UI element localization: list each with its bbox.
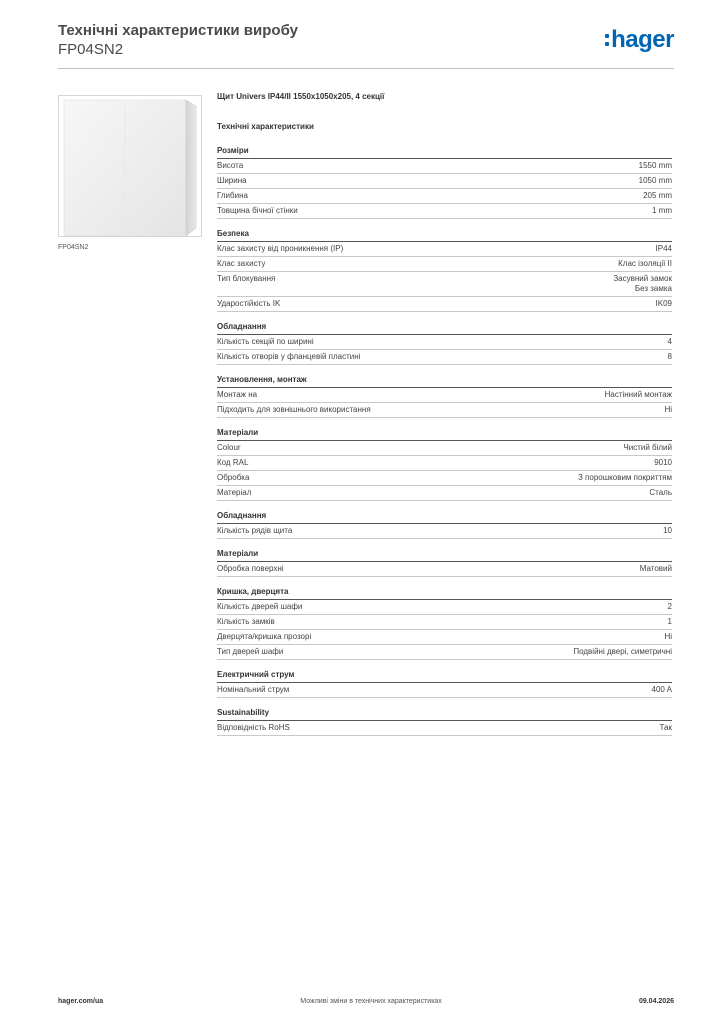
spec-row [217,615,672,630]
spec-row [217,403,672,418]
footer-website: hager.com/ua [58,998,104,1005]
cabinet-illustration-icon [59,96,201,236]
spec-row [217,600,672,615]
spec-value: 8 [667,352,672,361]
product-name: Щит Univers IP44/II 1550x1050x205, 4 секції [217,92,385,101]
section-title: Матеріали [217,547,672,562]
logo-dots-icon [605,32,609,48]
spec-row [217,257,672,272]
section-title: Обладнання [217,320,672,335]
spec-row [217,721,672,736]
spec-row [217,486,672,501]
spec-label: Ударостійкість IK [217,299,281,308]
spec-row [217,350,672,365]
spec-section [217,320,672,365]
spec-section [217,227,672,312]
product-image [58,95,202,237]
product-code: FP04SN2 [58,41,124,58]
spec-row [217,441,672,456]
spec-section [217,585,672,660]
page-footer [58,998,674,1005]
spec-label: Кількість замків [217,617,275,626]
spec-row [217,524,672,539]
image-caption: FP04SN2 [58,244,89,251]
spec-row [217,242,672,257]
spec-label: Кількість рядів щита [217,526,293,535]
spec-value: Подвійні двері, симетричні [573,647,672,656]
spec-value: Клас ізоляції II [618,259,672,268]
spec-value: 1050 mm [638,176,672,185]
spec-section [217,426,672,501]
spec-value: З порошковим покриттям [578,473,672,482]
spec-label: Матеріал [217,488,252,497]
spec-label: Підходить для зовнішнього використання [217,405,371,414]
spec-section [217,373,672,418]
spec-label: Обробка [217,473,250,482]
section-title: Sustainability [217,706,672,721]
spec-label: Дверцята/кришка прозорі [217,632,312,641]
section-title: Обладнання [217,509,672,524]
hager-logo [605,26,674,54]
spec-value: Настінний монтаж [604,390,672,399]
spec-row [217,204,672,219]
spec-value: Ні [664,632,672,641]
spec-value: Так [659,723,672,732]
header-divider [58,68,674,69]
spec-label: Клас захисту від проникнення (IP) [217,244,344,253]
spec-label: Кількість секцій по ширині [217,337,314,346]
spec-section [217,509,672,539]
spec-row [217,683,672,698]
spec-value: 9010 [654,458,672,467]
spec-section [217,668,672,698]
spec-value: Сталь [649,488,672,497]
spec-content [217,92,672,744]
spec-row [217,174,672,189]
spec-row [217,645,672,660]
spec-row [217,388,672,403]
spec-section [217,706,672,736]
spec-value: Засувний замок Без замка [613,274,672,293]
spec-label: Клас захисту [217,259,266,268]
spec-label: Висота [217,161,244,170]
spec-label: Кількість отворів у фланцевій пластині [217,352,361,361]
spec-label: Кількість дверей шафи [217,602,303,611]
spec-row [217,335,672,350]
spec-heading: Технічні характеристики [217,122,314,131]
spec-value: 400 A [651,685,672,694]
spec-value: 1 [667,617,672,626]
spec-value: 4 [667,337,672,346]
spec-value: Матовий [639,564,672,573]
spec-label: Ширина [217,176,247,185]
section-title: Матеріали [217,426,672,441]
spec-label: Тип дверей шафи [217,647,284,656]
spec-row [217,562,672,577]
spec-value: Чистий білий [623,443,672,452]
footer-date: 09.04.2026 [638,998,674,1005]
document-title: Технічні характеристики виробу [58,22,298,39]
spec-label: Монтаж на [217,390,258,399]
section-title: Електричний струм [217,668,672,683]
spec-label: Товщина бічної стінки [217,206,298,215]
spec-value: 2 [667,602,672,611]
spec-value: IK09 [655,299,672,308]
page-header [58,22,674,60]
spec-value: Ні [664,405,672,414]
spec-value: 1 mm [652,206,672,215]
spec-row [217,159,672,174]
spec-row [217,471,672,486]
footer-note: Можливі зміни в технічних характеристиках [300,998,442,1005]
spec-row [217,189,672,204]
spec-value: IP44 [655,244,672,253]
spec-label: Colour [217,443,241,452]
spec-section [217,547,672,577]
section-title: Розміри [217,144,672,159]
spec-row [217,456,672,471]
spec-label: Код RAL [217,458,249,467]
spec-sections [217,144,672,736]
spec-value: 1550 mm [638,161,672,170]
spec-row [217,630,672,645]
spec-value: 10 [663,526,672,535]
spec-label: Обробка поверхні [217,564,284,573]
spec-label: Відповідність RoHS [217,723,290,732]
section-title: Безпека [217,227,672,242]
spec-label: Глибина [217,191,248,200]
logo-text: hager [611,26,674,53]
spec-value: 205 mm [643,191,672,200]
spec-row [217,272,672,297]
section-title: Кришка, дверцята [217,585,672,600]
section-title: Установлення, монтаж [217,373,672,388]
spec-section [217,144,672,219]
spec-row [217,297,672,312]
spec-label: Тип блокування [217,274,276,283]
spec-label: Номінальний струм [217,685,290,694]
